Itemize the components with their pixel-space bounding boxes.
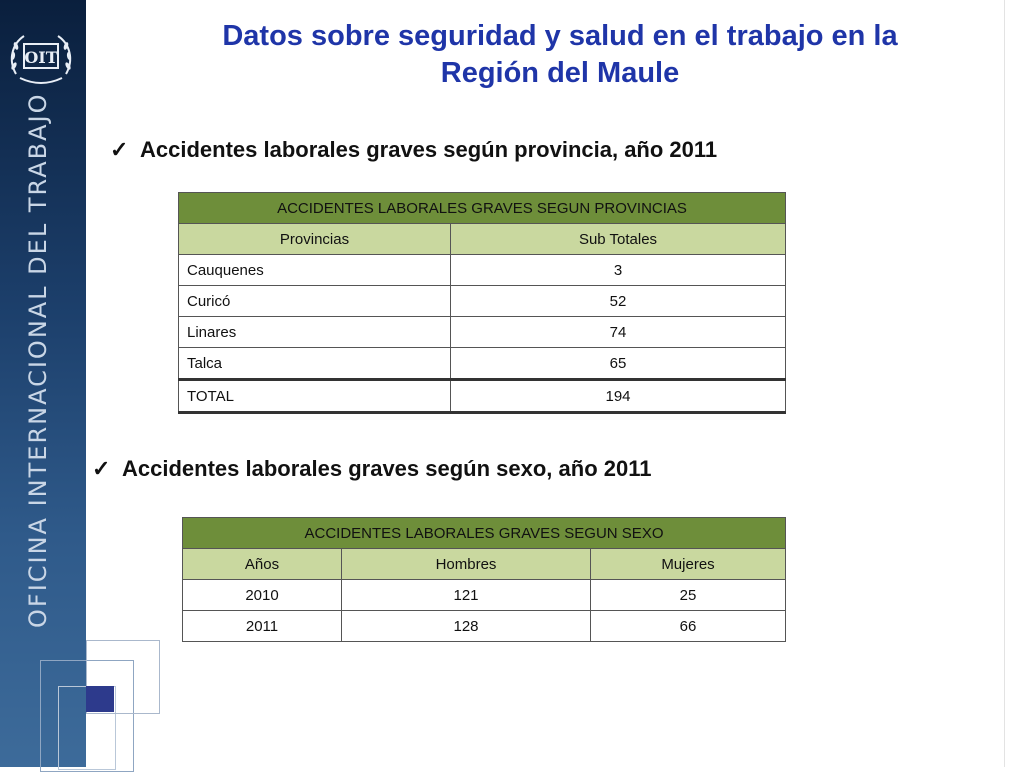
column-header: Hombres bbox=[342, 549, 591, 580]
table-cell: 65 bbox=[451, 348, 786, 380]
page-title: Datos sobre seguridad y salud en el trabajo en la Región del Maule bbox=[222, 20, 898, 89]
decorative-square-filled bbox=[86, 686, 114, 712]
table-sexo bbox=[182, 517, 786, 642]
table-row bbox=[183, 580, 786, 611]
checkmark-icon: ✓ bbox=[110, 137, 129, 162]
table-row bbox=[179, 286, 786, 317]
table-cell: 2011 bbox=[183, 611, 342, 642]
divider bbox=[1004, 0, 1005, 767]
table-row bbox=[183, 611, 786, 642]
column-header: Sub Totales bbox=[451, 224, 786, 255]
table-cell: 74 bbox=[451, 317, 786, 348]
section-heading-sexo: ✓ Accidentes laborales graves según sexo, año 2011 bbox=[92, 456, 652, 481]
section-heading-provincias: ✓ Accidentes laborales graves según provincia, año 2011 bbox=[110, 137, 718, 162]
column-header: Años bbox=[183, 549, 342, 580]
table-cell: 194 bbox=[451, 380, 786, 413]
table-cell: Curicó bbox=[179, 286, 451, 317]
table-total-row bbox=[179, 380, 786, 413]
checkmark-icon: ✓ bbox=[92, 456, 111, 481]
table-cell: 52 bbox=[451, 286, 786, 317]
table-row bbox=[179, 255, 786, 286]
table-row bbox=[179, 348, 786, 380]
table-cell: 2010 bbox=[183, 580, 342, 611]
sidebar bbox=[0, 0, 86, 767]
table-title: ACCIDENTES LABORALES GRAVES SEGUN SEXO bbox=[183, 518, 786, 549]
table-cell: TOTAL bbox=[179, 380, 451, 413]
table-provincias bbox=[178, 192, 786, 414]
column-header: Mujeres bbox=[591, 549, 786, 580]
svg-text:OIT: OIT bbox=[24, 48, 58, 67]
table-row bbox=[179, 317, 786, 348]
organization-name: OFICINA INTERNACIONAL DEL TRABAJO bbox=[24, 92, 52, 628]
table-cell: Talca bbox=[179, 348, 451, 380]
table-title: ACCIDENTES LABORALES GRAVES SEGUN PROVINCIAS bbox=[179, 193, 786, 224]
table-cell: 128 bbox=[342, 611, 591, 642]
table-cell: Linares bbox=[179, 317, 451, 348]
oit-logo-icon bbox=[6, 30, 76, 94]
table-cell: 121 bbox=[342, 580, 591, 611]
table-cell: 3 bbox=[451, 255, 786, 286]
table-cell: 25 bbox=[591, 580, 786, 611]
table-cell: 66 bbox=[591, 611, 786, 642]
table-cell: Cauquenes bbox=[179, 255, 451, 286]
column-header: Provincias bbox=[179, 224, 451, 255]
